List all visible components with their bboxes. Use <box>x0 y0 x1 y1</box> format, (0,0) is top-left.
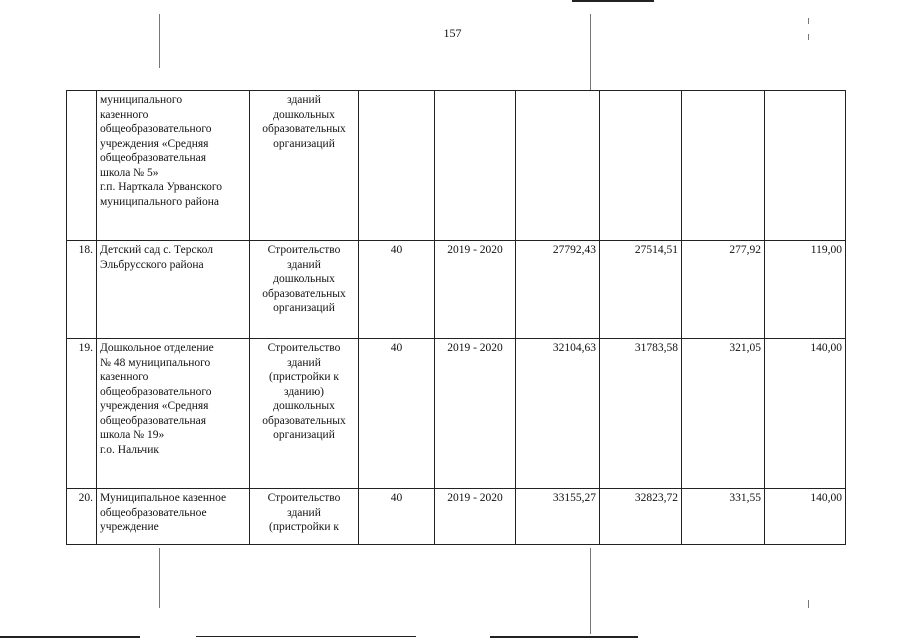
cell-capacity <box>359 91 435 241</box>
scan-artifact-bar <box>490 636 638 638</box>
cell-v4: 119,00 <box>765 241 846 339</box>
table-row <box>67 241 846 339</box>
cell-num: 19. <box>67 339 97 489</box>
cell-v2: 31783,58 <box>600 339 682 489</box>
cell-v3: 321,05 <box>682 339 765 489</box>
cell-name: Детский сад с. Терскол Эльбрусского района <box>97 241 250 339</box>
cell-name: Дошкольное отделение № 48 муниципального казенного общеобразовательного учреждения «Средняя общеобразовательная школа № 19» г.о. Нальчик <box>97 339 250 489</box>
cell-name: муниципального казенного общеобразовательного учреждения «Средняя общеобразовательная школа № 5» г.п. Нарткала Урванского муниципального района <box>97 91 250 241</box>
cell-period: 2019 - 2020 <box>435 241 516 339</box>
cell-v3 <box>682 91 765 241</box>
table-row <box>67 339 846 489</box>
table-row <box>67 489 846 545</box>
scan-artifact-line <box>808 34 809 40</box>
cell-type: зданий дошкольных образовательных организаций <box>250 91 359 241</box>
cell-v4: 140,00 <box>765 339 846 489</box>
cell-type: Строительство зданий (пристройки к зданию) дошкольных образовательных организаций <box>250 339 359 489</box>
cell-v4: 140,00 <box>765 489 846 545</box>
cell-capacity: 40 <box>359 339 435 489</box>
data-table <box>66 90 846 545</box>
cell-type: Строительство зданий (пристройки к <box>250 489 359 545</box>
cell-period <box>435 91 516 241</box>
cell-num: 18. <box>67 241 97 339</box>
cell-num: 20. <box>67 489 97 545</box>
page-number: 157 <box>443 26 462 40</box>
cell-num <box>67 91 97 241</box>
cell-type: Строительство зданий дошкольных образовательных организаций <box>250 241 359 339</box>
scan-artifact-bar <box>196 636 416 637</box>
table-row <box>67 91 846 241</box>
cell-total: 33155,27 <box>516 489 600 545</box>
scan-artifact-line <box>159 14 160 68</box>
cell-v4 <box>765 91 846 241</box>
scan-artifact-line <box>808 600 809 608</box>
scan-artifact-line <box>808 18 809 24</box>
cell-v3: 331,55 <box>682 489 765 545</box>
scan-artifact-line <box>590 548 591 634</box>
scan-artifact-bar <box>0 636 140 638</box>
scan-artifact-bar <box>572 0 654 2</box>
cell-capacity: 40 <box>359 241 435 339</box>
cell-total: 27792,43 <box>516 241 600 339</box>
cell-name: Муниципальное казенное общеобразовательное учреждение <box>97 489 250 545</box>
cell-total <box>516 91 600 241</box>
cell-period: 2019 - 2020 <box>435 489 516 545</box>
scan-artifact-line <box>159 548 160 608</box>
cell-v2: 27514,51 <box>600 241 682 339</box>
scan-artifact-line <box>590 14 591 90</box>
cell-v3: 277,92 <box>682 241 765 339</box>
cell-total: 32104,63 <box>516 339 600 489</box>
cell-v2: 32823,72 <box>600 489 682 545</box>
cell-capacity: 40 <box>359 489 435 545</box>
cell-period: 2019 - 2020 <box>435 339 516 489</box>
cell-v2 <box>600 91 682 241</box>
